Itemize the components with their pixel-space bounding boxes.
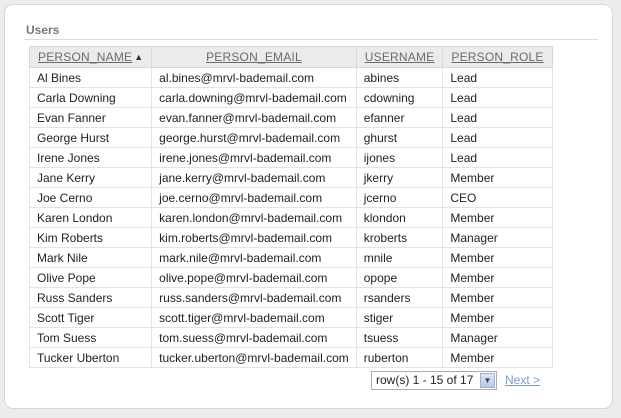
- cell-person-role: Lead: [443, 128, 552, 148]
- cell-username: kroberts: [356, 228, 443, 248]
- cell-username: cdowning: [356, 88, 443, 108]
- table-row: [30, 188, 553, 208]
- cell-username: klondon: [356, 208, 443, 228]
- cell-person-name: Russ Sanders: [30, 288, 152, 308]
- table-row: [30, 248, 553, 268]
- cell-person-name: Evan Fanner: [30, 108, 152, 128]
- cell-username: ijones: [356, 148, 443, 168]
- row-range-value: row(s) 1 - 15 of 17: [376, 373, 474, 387]
- cell-person-email: karen.london@mrvl-bademail.com: [152, 208, 357, 228]
- cell-person-name: George Hurst: [30, 128, 152, 148]
- cell-person-email: irene.jones@mrvl-bademail.com: [152, 148, 357, 168]
- table-row: [30, 308, 553, 328]
- cell-person-email: carla.downing@mrvl-bademail.com: [152, 88, 357, 108]
- cell-username: mnile: [356, 248, 443, 268]
- cell-person-role: Member: [443, 168, 552, 188]
- cell-username: ruberton: [356, 348, 443, 368]
- cell-person-name: Kim Roberts: [30, 228, 152, 248]
- cell-username: tsuess: [356, 328, 443, 348]
- cell-person-role: Member: [443, 348, 552, 368]
- table-row: [30, 168, 553, 188]
- chevron-down-icon[interactable]: ▼: [480, 373, 495, 388]
- cell-person-name: Joe Cerno: [30, 188, 152, 208]
- cell-person-role: Manager: [443, 328, 552, 348]
- table-row: [30, 268, 553, 288]
- cell-person-role: Lead: [443, 108, 552, 128]
- cell-person-name: Carla Downing: [30, 88, 152, 108]
- cell-person-role: Member: [443, 248, 552, 268]
- cell-person-role: Manager: [443, 228, 552, 248]
- cell-person-role: CEO: [443, 188, 552, 208]
- cell-person-email: kim.roberts@mrvl-bademail.com: [152, 228, 357, 248]
- cell-person-name: Scott Tiger: [30, 308, 152, 328]
- cell-person-email: evan.fanner@mrvl-bademail.com: [152, 108, 357, 128]
- cell-username: stiger: [356, 308, 443, 328]
- table-row: [30, 68, 553, 88]
- cell-person-email: tucker.uberton@mrvl-bademail.com: [152, 348, 357, 368]
- column-header-person-email[interactable]: [152, 47, 357, 68]
- pagination: [371, 370, 540, 390]
- cell-person-name: Karen London: [30, 208, 152, 228]
- sort-link-username[interactable]: USERNAME: [364, 50, 435, 64]
- column-header-person-name[interactable]: [30, 47, 152, 68]
- cell-username: ghurst: [356, 128, 443, 148]
- cell-person-email: mark.nile@mrvl-bademail.com: [152, 248, 357, 268]
- users-report-table: [29, 46, 553, 368]
- cell-person-name: Irene Jones: [30, 148, 152, 168]
- table-row: [30, 128, 553, 148]
- sort-link-person-role[interactable]: PERSON_ROLE: [451, 50, 544, 64]
- cell-person-role: Member: [443, 308, 552, 328]
- cell-username: rsanders: [356, 288, 443, 308]
- cell-person-name: Al Bines: [30, 68, 152, 88]
- cell-person-email: jane.kerry@mrvl-bademail.com: [152, 168, 357, 188]
- cell-username: jcerno: [356, 188, 443, 208]
- cell-person-name: Tom Suess: [30, 328, 152, 348]
- cell-person-email: tom.suess@mrvl-bademail.com: [152, 328, 357, 348]
- cell-person-email: scott.tiger@mrvl-bademail.com: [152, 308, 357, 328]
- cell-person-name: Tucker Uberton: [30, 348, 152, 368]
- cell-person-email: al.bines@mrvl-bademail.com: [152, 68, 357, 88]
- region-title: Users: [26, 23, 60, 37]
- sort-link-person-name[interactable]: PERSON_NAME: [38, 50, 133, 64]
- column-header-username[interactable]: [356, 47, 443, 68]
- cell-person-role: Member: [443, 288, 552, 308]
- cell-person-email: joe.cerno@mrvl-bademail.com: [152, 188, 357, 208]
- column-header-person-role[interactable]: [443, 47, 552, 68]
- cell-person-name: Mark Nile: [30, 248, 152, 268]
- cell-person-role: Lead: [443, 88, 552, 108]
- cell-person-email: george.hurst@mrvl-bademail.com: [152, 128, 357, 148]
- sort-link-person-email[interactable]: PERSON_EMAIL: [206, 50, 302, 64]
- table-row: [30, 348, 553, 368]
- cell-person-role: Member: [443, 208, 552, 228]
- table-header-row: [30, 47, 553, 68]
- cell-username: abines: [356, 68, 443, 88]
- table-row: [30, 88, 553, 108]
- cell-person-name: Jane Kerry: [30, 168, 152, 188]
- cell-person-email: olive.pope@mrvl-bademail.com: [152, 268, 357, 288]
- table-row: [30, 108, 553, 128]
- cell-person-role: Member: [443, 268, 552, 288]
- cell-username: efanner: [356, 108, 443, 128]
- title-divider: [24, 39, 598, 40]
- table-row: [30, 208, 553, 228]
- cell-person-email: russ.sanders@mrvl-bademail.com: [152, 288, 357, 308]
- cell-person-role: Lead: [443, 68, 552, 88]
- next-page-link[interactable]: Next >: [505, 373, 541, 387]
- table-row: [30, 148, 553, 168]
- cell-username: jkerry: [356, 168, 443, 188]
- cell-person-name: Olive Pope: [30, 268, 152, 288]
- table-row: [30, 228, 553, 248]
- row-range-select[interactable]: [371, 371, 497, 390]
- table-row: [30, 328, 553, 348]
- cell-person-role: Lead: [443, 148, 552, 168]
- table-row: [30, 288, 553, 308]
- cell-username: opope: [356, 268, 443, 288]
- sort-ascending-icon[interactable]: ▲: [134, 52, 144, 62]
